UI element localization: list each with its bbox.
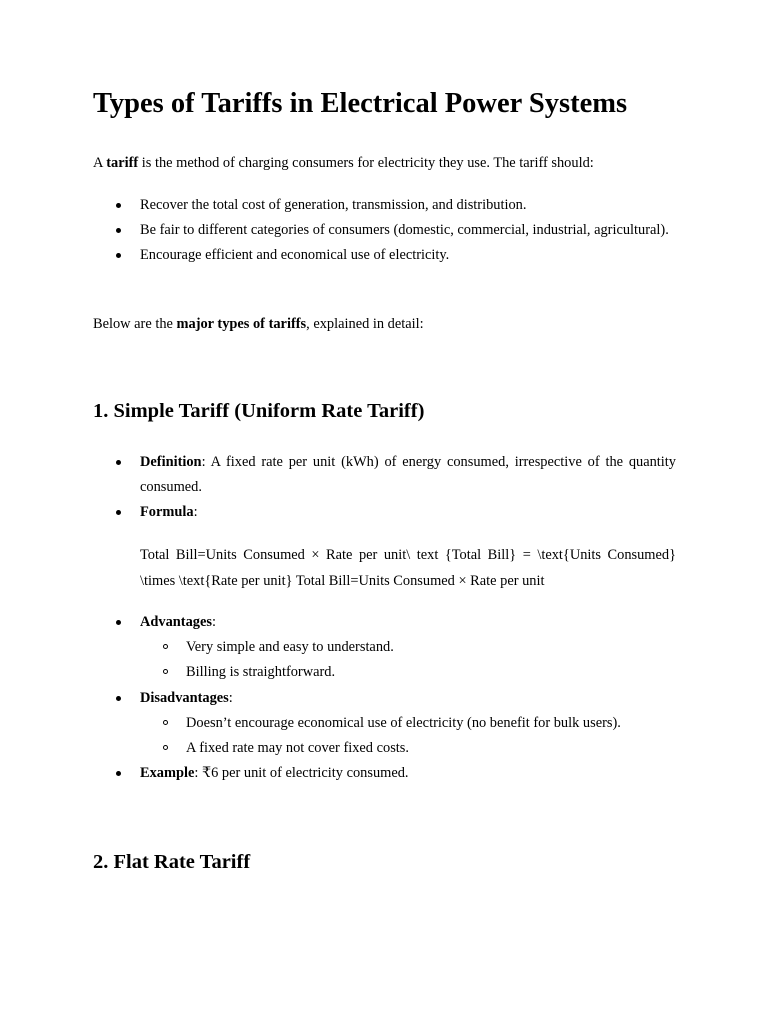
- bullet-icon: [116, 771, 121, 776]
- intro-text-start: A: [93, 155, 107, 171]
- disadvantages-label: Disadvantages: [140, 689, 229, 706]
- sub-list-item-text: A fixed rate may not cover fixed costs.: [186, 740, 409, 757]
- bullet-icon: [116, 253, 121, 258]
- sub-list-item: [140, 736, 676, 761]
- intro-text-end: is the method of charging consumers for electricity they use. The tariff should:: [138, 155, 594, 171]
- below-bold-term: major types of tariffs: [176, 316, 307, 332]
- below-text-end: , explained in detail:: [306, 316, 424, 332]
- bullet-icon: [116, 460, 121, 465]
- advantages-item: [0, 610, 676, 686]
- formula-label: Formula: [140, 504, 194, 521]
- advantages-label: Advantages: [140, 614, 212, 630]
- section1-list-bottom: [0, 610, 768, 786]
- sub-list-item: [140, 711, 676, 736]
- circle-bullet-icon: [163, 669, 168, 674]
- section2-heading: 2. Flat Rate Tariff: [93, 851, 251, 873]
- disadvantages-sublist: [140, 711, 676, 761]
- definition-label: Definition: [140, 454, 202, 470]
- list-item-text: Be fair to different categories of consumers (domestic, commercial, industrial, agricultural).: [140, 222, 669, 239]
- bullet-icon: [116, 203, 121, 208]
- list-item-text: Encourage efficient and economical use of electricity.: [140, 247, 450, 264]
- formula-text: Total Bill=Units Consumed × Rate per unit\ text {Total Bill} = \text{Units Consumed} \times \text{Rate per unit} Total Bill=Units Consumed × Rate per unit: [140, 547, 676, 589]
- bullet-icon: [116, 228, 121, 233]
- below-text-start: Below are the: [93, 316, 177, 332]
- list-item: [0, 193, 676, 218]
- intro-paragraph: [93, 151, 594, 176]
- below-paragraph: [93, 312, 424, 337]
- section1-list-top: [0, 450, 768, 526]
- list-item-text: Recover the total cost of generation, transmission, and distribution.: [140, 197, 527, 213]
- bullet-icon: [116, 510, 121, 515]
- formula-item: [0, 500, 676, 525]
- circle-bullet-icon: [163, 720, 168, 725]
- definition-item: [0, 450, 676, 500]
- disadvantages-item: [0, 686, 676, 762]
- disadvantages-colon: :: [228, 689, 233, 706]
- intro-bullet-list: [0, 193, 768, 269]
- bullet-icon: [116, 696, 121, 701]
- example-item: [0, 761, 676, 786]
- example-text: : ₹6 per unit of electricity consumed.: [194, 765, 409, 782]
- bullet-icon: [116, 620, 121, 625]
- list-item: [0, 243, 676, 268]
- advantages-colon: :: [211, 614, 216, 630]
- formula-colon: :: [193, 504, 198, 521]
- example-label: Example: [140, 765, 195, 782]
- page-title: Types of Tariffs in Electrical Power Systems: [93, 88, 628, 119]
- circle-bullet-icon: [163, 644, 168, 649]
- circle-bullet-icon: [163, 745, 168, 750]
- sub-list-item-text: Very simple and easy to understand.: [186, 639, 394, 656]
- list-item: [0, 218, 676, 243]
- section1-heading: 1. Simple Tariff (Uniform Rate Tariff): [93, 400, 425, 422]
- sub-list-item: [140, 635, 676, 660]
- sub-list-item-text: Billing is straightforward.: [186, 664, 336, 681]
- sub-list-item-text: Doesn’t encourage economical use of electricity (no benefit for bulk users).: [186, 714, 621, 731]
- intro-bold-term: tariff: [106, 155, 139, 171]
- sub-list-item: [140, 660, 676, 685]
- advantages-sublist: [140, 635, 676, 685]
- definition-text: : A fixed rate per unit (kWh) of energy consumed, irrespective of the quantity consumed.: [140, 454, 676, 496]
